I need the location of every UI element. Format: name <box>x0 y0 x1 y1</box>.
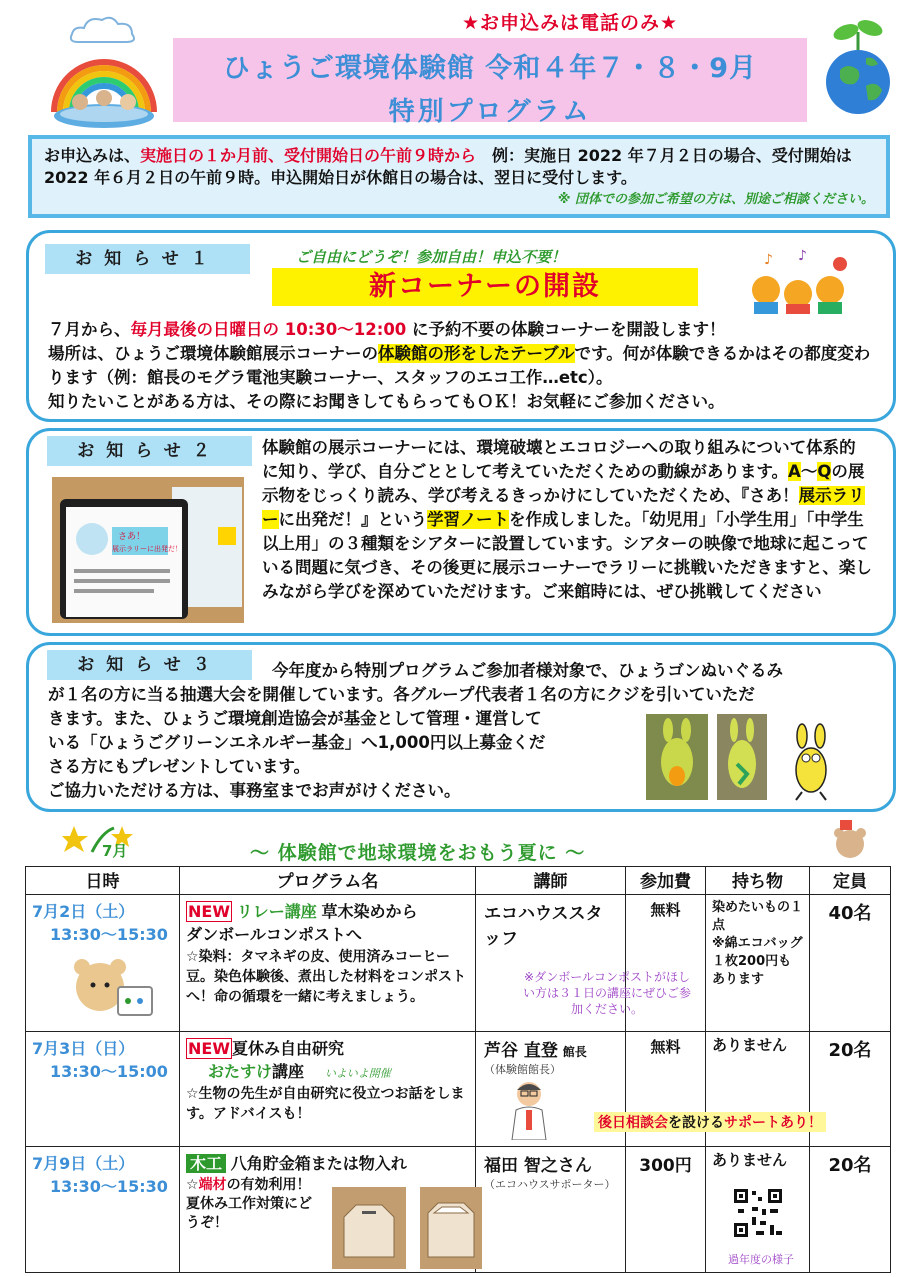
month-badge-text: 7月 <box>102 842 128 860</box>
plush-toy-photo-1 <box>646 714 708 800</box>
notice-1-free-label: ご自由にどうぞ！参加自由！申込不要！ <box>296 248 567 266</box>
program-table <box>25 866 891 1273</box>
notice-3-line-1: 今年度から特別プログラムご参加者様対象で、ひょうゴンぬいぐるみ <box>272 661 784 680</box>
capacity-cell: 20名 <box>810 1147 891 1273</box>
items-cell: ありません <box>706 1032 810 1147</box>
lecturer-cell: 芦谷 直登 館長 （体験館館長） 後日相談会を設けるサポートあり！ <box>476 1032 626 1147</box>
notice-1-line-2: 場所は、ひょうご環境体験館展示コーナーの体験館の形をしたテーブルです。何が体験できるかはその都度変わります（例：館長のモグラ電池実験コーナー、スタッフのエコ工作…etc）。 <box>48 344 871 387</box>
notice-1-line-1: ７月から、毎月最後の日曜日の 10:30～12:00 に予約不要の体験コーナーを開設します！ <box>48 320 726 339</box>
page-title: ひょうご環境体験館 令和４年７・８・9月 <box>222 53 758 84</box>
apply-text-1: お申込みは、 <box>44 146 141 165</box>
photo-sign-2: 展示ラリーに出発だ！ <box>112 545 182 553</box>
notice-1-line-3: 知りたいことがある方は、その際にお聞きしてもらってもＯＫ！お気軽にご参加ください。 <box>48 392 725 411</box>
qr-caption: 過年度の様子 <box>728 1253 794 1266</box>
plush-toy-photo-2 <box>717 714 767 800</box>
date-cell: 7月2日（土） 13:30～15:30 <box>26 895 180 1032</box>
notice-3-line-2: が１名の方に当る抽選大会を開催しています。各グループ代表者１名の方にクジを引いていただ <box>48 685 755 704</box>
director-illustration <box>504 1078 554 1144</box>
page-subtitle: 特別プログラム <box>388 97 592 127</box>
notice-3-line-6: ご協力いただける方は、事務室までお声がけください。 <box>48 781 461 800</box>
july-badge <box>62 822 142 862</box>
notice-1-title: 新コーナーの開設 <box>272 268 698 306</box>
lecturer-cell: 福田 智之さん （エコハウスサポーター） <box>476 1147 626 1273</box>
col-header-capacity: 定員 <box>810 867 891 895</box>
title-banner <box>173 38 807 127</box>
qr-code[interactable] <box>732 1187 784 1239</box>
capacity-cell: 20名 <box>810 1032 891 1147</box>
table-row <box>26 1032 891 1147</box>
items-cell: ありません 過年度の様子 <box>706 1147 810 1273</box>
svg-text:♪: ♪ <box>798 248 807 264</box>
notice-1-tag: お知らせ１ <box>45 244 250 274</box>
col-header-program: プログラム名 <box>180 867 476 895</box>
notice-3-tag: お知らせ３ <box>47 650 252 680</box>
notice-3-line-5: さる方にもプレゼントしています。 <box>48 757 311 776</box>
notice-2-tag: お知らせ２ <box>47 436 252 466</box>
phone-only-notice: ★お申込みは電話のみ★ <box>461 12 679 34</box>
fee-cell: 300円 <box>626 1147 706 1273</box>
table-row <box>26 895 891 1032</box>
photo-sign-1: さあ！ <box>118 532 146 542</box>
group-note: ※ 団体での参加ご希望の方は、別途ご相談ください。 <box>557 192 874 207</box>
bear-sign-icon <box>830 818 870 862</box>
rainbow-pool-illustration <box>44 52 164 136</box>
new-badge: NEW <box>188 902 230 921</box>
capacity-cell: 40名 <box>810 895 891 1032</box>
earth-sprout-icon <box>818 14 898 118</box>
col-header-fee: 参加費 <box>626 867 706 895</box>
col-header-items: 持ち物 <box>706 867 810 895</box>
items-cell: 染めたいもの１点 ※綿エコバッグ１枚200円もあります <box>706 895 810 1032</box>
tiger-cubs-illustration <box>744 246 854 320</box>
col-header-date: 日時 <box>26 867 180 895</box>
wooden-box-photo-2 <box>420 1187 482 1269</box>
month-heading: ～ 体験館で地球環境をおもう夏に ～ <box>250 842 586 864</box>
date-cell: 7月3日（日） 13:30～15:00 <box>26 1032 180 1147</box>
program-cell: NEW 夏休み自由研究 おたすけ講座 いよいよ開催 ☆生物の先生が自由研究に役立つお話をします。アドバイスも！ <box>180 1032 476 1147</box>
program-cell: NEW リレー講座 草木染めから ダンボールコンポストへ ☆染料：タマネギの皮、使用済みコーヒー豆。染色体験後、煮出した材料をコンポストへ！命の循環を一緒に考えましょう。 <box>180 895 476 1032</box>
bear-calendar-illustration <box>66 953 156 1027</box>
program-cell: 木工 八角貯金箱または物入れ ☆端材の有効利用！ 夏休み工作対策にどうぞ！ <box>180 1147 476 1273</box>
notice-3-line-3: きます。また、ひょうご環境創造協会が基金として管理・運営して <box>48 709 542 728</box>
cloud-icon <box>68 14 138 52</box>
fee-cell: 無料 <box>626 1032 706 1147</box>
table-row <box>26 1147 891 1273</box>
fee-cell: 無料 <box>626 895 706 1032</box>
support-note: 後日相談会を設けるサポートあり！ <box>594 1112 826 1132</box>
lecturer-cell: エコハウススタッフ ※ダンボールコンポストがほしい方は３１日の講座にぜひご参加ください。 <box>476 895 626 1032</box>
table-header-row <box>26 867 891 895</box>
apply-deadline: 実施日の１か月前、受付開始日の午前９時から <box>140 146 477 165</box>
application-notice <box>28 135 890 218</box>
col-header-lecturer: 講師 <box>476 867 626 895</box>
new-badge: NEW <box>188 1039 230 1058</box>
notice-2-body: 体験館の展示コーナーには、環境破壊とエコロジーへの取り組みについて体系的に知り、学び、自分ごととして考えていただくための動線があります。A～Qの展示物をじっくり読み、学び考えるきっかけにしていただくため、『さあ！展示ラリーに出発だ！』という学習ノートを作成しました。「幼児用」「小学生用」「中学生以上用」の３種類をシアターに設置しています。シアターの映像で地球に起こっている問題に気づき、その後更に展示コーナーでラリーに挑戦いただきますと、楽しみながら学びを深めていただけます。ご来館時には、ぜひ挑戦してください <box>262 438 872 601</box>
apply-example: 例：実施日 2022 年７月２日の場合、受付開始は 2022 年６月２日の午前９時。申込開始日が休館日の場合は、翌日に受付します。 <box>44 146 852 187</box>
hyogon-mascot-illustration <box>782 722 840 802</box>
notice-3-line-4: いる「ひょうごグリーンエネルギー基金」へ1,000円以上募金くだ <box>48 733 546 752</box>
wooden-box-photo-1 <box>332 1187 406 1269</box>
svg-text:♪: ♪ <box>764 252 773 268</box>
date-cell: 7月9日（土） 13:30～15:30 <box>26 1147 180 1273</box>
rally-notebook-photo <box>52 477 244 623</box>
